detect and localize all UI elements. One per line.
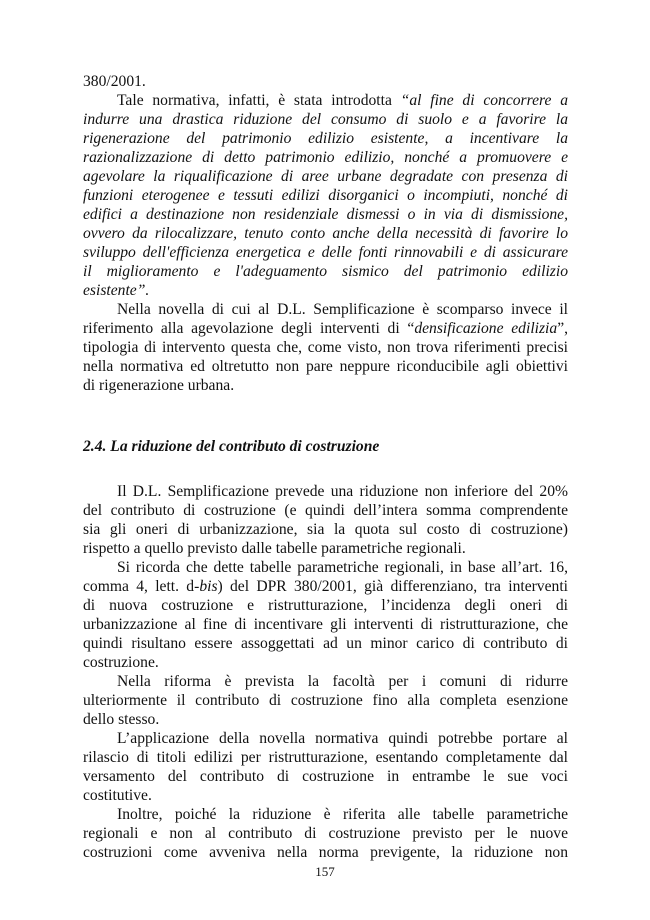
text-line: Nella riforma è prevista la facoltà per i comuni di ridurre xyxy=(117,673,568,690)
text-line: ulteriormente il contributo di costruzione fino alla completa esenzione xyxy=(83,692,568,709)
quotation-line: rigenerazione del patrimonio edilizio esistente, a incentivare la xyxy=(83,130,568,147)
text-line: di nuova costruzione e ristrutturazione, l’incidenza degli oneri di xyxy=(83,597,568,614)
text-line xyxy=(83,91,568,110)
text-line: quindi risultano essere assoggettati ad un minor carico di contributo di xyxy=(83,635,568,652)
text-line: L’applicazione della novella normativa quindi potrebbe portare al xyxy=(117,730,568,747)
paragraph-block-1 xyxy=(83,72,568,395)
text-line: dello stesso. xyxy=(83,711,160,728)
quotation-line: il miglioramento e l'adeguamento sismico del patrimonio edilizio xyxy=(83,263,568,280)
text-line: versamento del contributo di costruzione in entrambe le sue voci xyxy=(83,768,568,785)
text-line: costruzione. xyxy=(83,654,159,671)
text-run: ) del DPR 380/2001, già differenziano, tra interventi xyxy=(217,578,568,595)
text-line xyxy=(83,319,568,338)
quotation-line: indurre una drastica riduzione del consumo di suolo e a favorire la xyxy=(83,111,568,128)
text-line: costruzioni come avveniva nella norma previgente, la riduzione non xyxy=(83,844,568,861)
text-line: del contributo di costruzione (e quindi dell’intera somma comprendente xyxy=(83,502,568,519)
quotation-line: funzioni eterogenee e tessuti edilizi disorganici o incompiuti, nonché di xyxy=(83,187,568,204)
text-line: Inoltre, poiché la riduzione è riferita alle tabelle parametriche xyxy=(117,806,568,823)
text-line: Nella novella di cui al D.L. Semplificazione è scomparso invece il xyxy=(117,301,568,318)
text-line: 380/2001. xyxy=(83,73,146,90)
text-line: di rigenerazione urbana. xyxy=(83,377,235,394)
paragraph-block-2 xyxy=(83,482,568,862)
text-line: sia gli oneri di urbanizzazione, sia la quota sul costo di costruzione) xyxy=(83,521,568,538)
quotation-line: edifici a destinazione non residenziale dismessi o in via di dismissione, xyxy=(83,206,568,223)
quotation-line: esistente”. xyxy=(83,282,150,299)
text-run: ”, xyxy=(557,320,569,337)
text-line: tipologia di intervento questa che, come visto, non trova riferimenti precisi xyxy=(83,339,568,356)
page-number: 157 xyxy=(315,864,335,879)
quotation-line: razionalizzazione di detto patrimonio edilizio, nonché a promuovere e xyxy=(83,149,568,166)
text-line: costitutive. xyxy=(83,787,152,804)
quotation-line: sviluppo dell'efficienza energetica e delle fonti rinnovabili e di assicurare xyxy=(83,244,568,261)
quotation-line: ovvero da rilocalizzare, tenuto conto anche della necessità di favorire lo xyxy=(83,225,568,242)
text-line xyxy=(83,577,568,596)
quotation-line: agevolare la riqualificazione di aree urbane degradate con presenza di xyxy=(83,168,568,185)
emphasis-run: bis xyxy=(199,578,218,595)
emphasis-run: densificazione edilizia xyxy=(414,320,558,337)
text-line: rilascio di titoli edilizi per ristrutturazione, esentando completamente dal xyxy=(83,749,568,766)
text-run: Tale normativa, infatti, è stata introdotta xyxy=(117,92,401,109)
text-line: rispetto a quello previsto dalle tabelle parametriche regionali. xyxy=(83,540,466,557)
text-line: regionali e non al contributo di costruzione previsto per le nuove xyxy=(83,825,568,842)
text-run: comma 4, lett. d- xyxy=(83,578,200,595)
section-heading: 2.4. La riduzione del contributo di costruzione xyxy=(83,438,380,455)
text-line: Il D.L. Semplificazione prevede una riduzione non inferiore del 20% xyxy=(117,483,568,500)
text-line: urbanizzazione al fine di incentivare gli interventi di ristrutturazione, che xyxy=(83,616,568,633)
text-run: riferimento alla agevolazione degli interventi di “ xyxy=(83,320,415,337)
text-line: nella normativa ed oltretutto non pare neppure riconducibile agli obiettivi xyxy=(83,358,568,375)
quotation-run: “al fine di concorrere a xyxy=(400,92,569,109)
text-line: Si ricorda che dette tabelle parametriche regionali, in base all’art. 16, xyxy=(117,559,568,576)
